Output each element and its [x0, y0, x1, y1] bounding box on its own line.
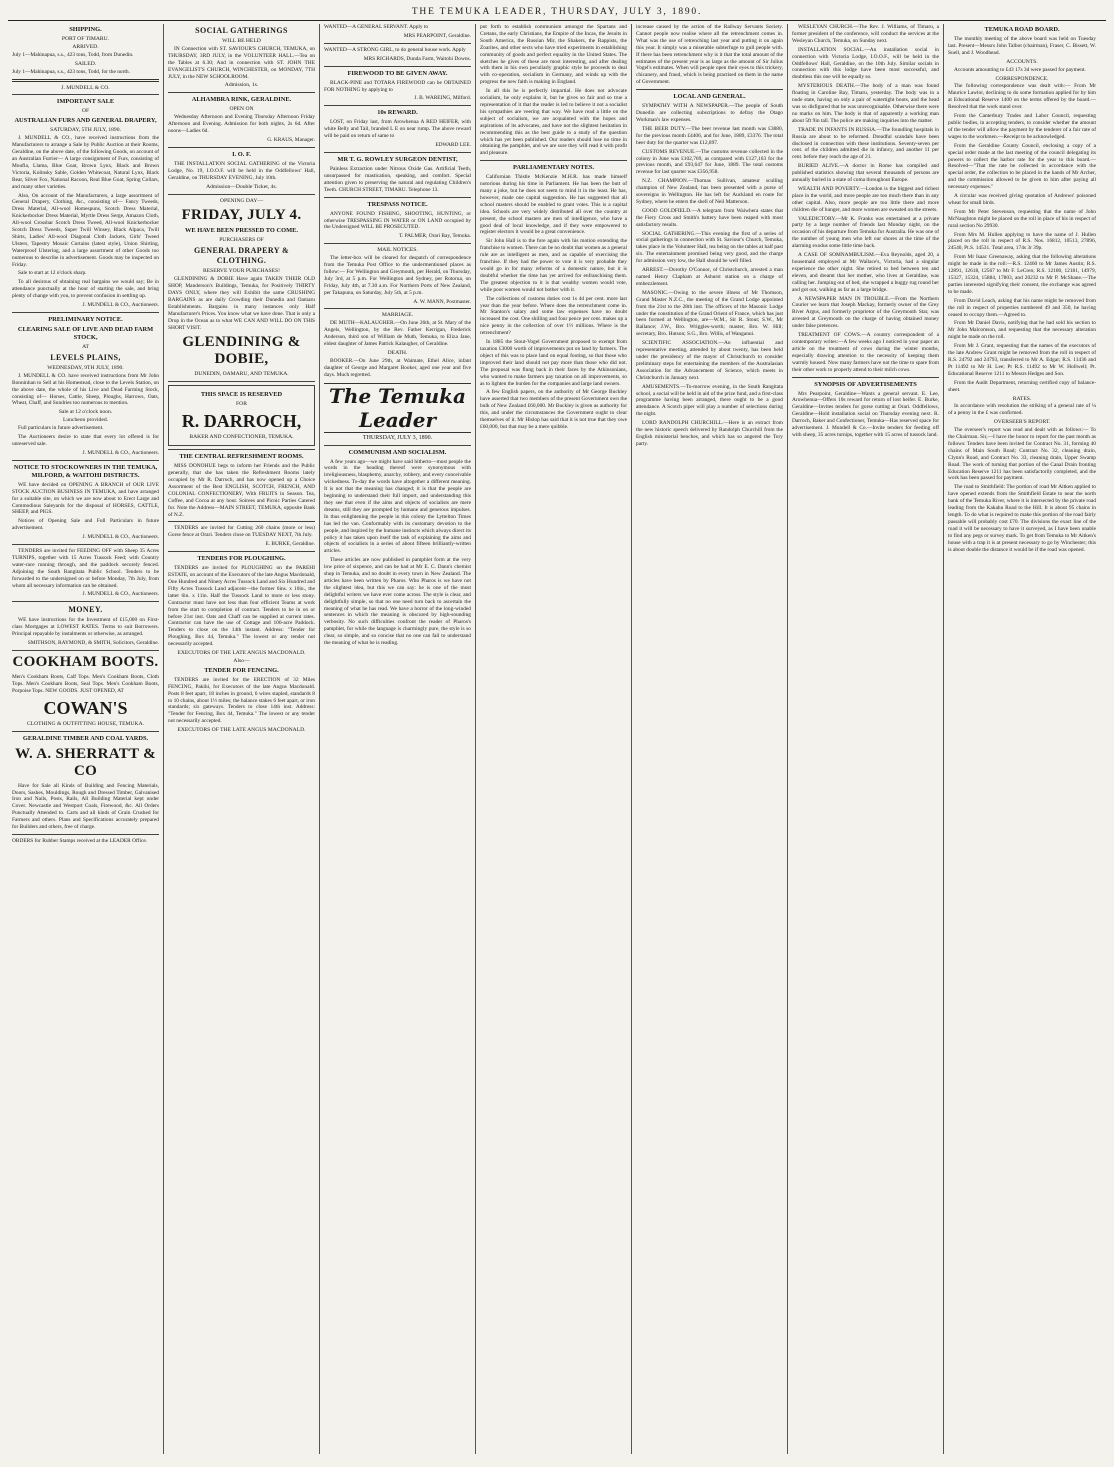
sherratt-heading: W. A. SHERRATT & CO	[15, 745, 156, 779]
social-heading: SOCIAL GATHERINGS	[195, 26, 288, 35]
column-5-paragraph-3: THE BEER DUTY.—The beer revenue last month was £3880, for the previous month £4406, and for June, 1889, £3376. The total beer duty for the quarter was £12,897.	[636, 125, 783, 146]
sailed-entry: July 1—Mahinapua, s.s., 423 tons, Todd, for the north.	[12, 68, 130, 75]
dentist-body: Painless Extraction under Nitrous Oxide Gas. Artificial Teeth, unsurpassed for mastication, speaking, and comfort. Special attention given to preserving the natural and regulating Children's Teeth. CHURCH STREET, TIMARU. Telephone 13.	[324, 165, 471, 193]
pressed-line: WE HAVE BEEN PRESSED TO COME.	[185, 227, 298, 235]
port-heading: PORT OF TIMARU.	[61, 36, 110, 42]
column-6-paragraph-8: A CASE OF SOMNAMBULISM.—Eva Reynolds, aged 20, a housemaid employed at Mr Wallace's, Victoria, had a singular experience the other night. She retired to bed between ten and eleven, and dreamt that her mother, who lives at Geraldine, was calling her. Jumping out of bed, she wrapped a buggy rug round her and got out, walking as far as a large bridge.	[792, 252, 939, 293]
money-body: WE have instructions for the Investment of £15,000 on First-class Mortgages at LOWEST RATES. Terms to suit Borrowers. Principal repayable by instalments or otherwise, as arranged.	[12, 617, 159, 638]
general-drapery-heading: GENERAL DRAPERY & CLOTHING.	[193, 246, 290, 266]
synopsis-heading: SYNOPSIS OF ADVERTISEMENTS	[814, 380, 917, 388]
column-4-paragraph-4: Sir John Hall is to the fore again with his motion extending the franchise to women. There can be no doubt that women as a general rule are as intelligent as men, and as capable of exercising the franchise. If they had the power to vote it is very probable they would go in for many reforms of a domestic nature, but it is doubtful whether the time has yet arrived for enfranchising them. The greatest objection to it is that wealthy women would vote, while poor women would not bother with it.	[480, 238, 627, 293]
marriage-heading: MARRIAGE.	[381, 312, 414, 319]
column-7-paragraph-3: The following correspondence was dealt with:— From Mr Maurice Lawlor, declining to do some formation applied for by him at Educational Reserve 1400 on the terms offered by the board.—Resolved that the work stand over.	[948, 83, 1096, 111]
cookham-body: Men's Cookham Boots, Calf Tops. Men's Cookham Boots, Cloth Tops. Men's Cookham Boots, Seal Tops. Men's Cookham Boots, Porpoise Tops. NEW GOODS. JUST OPENED, AT	[12, 674, 159, 694]
editorial-paragraph-2: These articles are now published in pamphlet form at the very low price of sixpence, and can be had at Mr E. C. Dann's chemist shop in Temuka, and no doubt in every town in New Zealand. The articles have been written by Pharos. Who Pharos is we have not the slightest idea, but this we can say: he is one of the most delightful writers we have ever come across. The style is clear, and delightfully simple, so that no one need turn back to ascertain the meaning of what he has read. We have a horror of the long-winded sentences in which the meaning is obscured by high-sounding verbosity. No such difficulties confront the reader of Pharos's pamphlet, for while the language is charmingly pure, the style is so clear, so simple, and so concise that no one can fail to understand the meaning of what he is reading.	[324, 557, 471, 647]
editorial-paragraph-1: A few years ago—we might have said hitherto—most people the words in the heading thereof were synonymous with irreligiousness, blasphemy, anarchy, robbery, and every conceivable wickedness. To-day the words have altogether a different meaning. It is not that the meaning has changed; it is that the people are beginning to understand their full import, and understanding this they see that even if the aims and objects of socialists are mere dreams, still they are prompted by humane and generous impulses. In thus enlightening the people in this colony the Lyttelton Times has led the van. Conformably with its customary devotion to the people, and inspired by the humane instincts which always direct its policy it has taken upon itself the task of explaining the aims and objects of socialists in a series of about fifteen brilliantly-written articles.	[324, 458, 471, 555]
column-2	[164, 24, 320, 1454]
column-5-paragraph-9: MASONIC.—Owing to the severe illness of Mr Thomson, Grand Master N.Z.C., the meeting of the Grand Lodge appointed from the 21st to the 28th inst. The officers of the Masonic Lodge under the constitution of the Grand Orient of France, which has just been formed at Wellington, are—W.M., Sir R. Stout; S.W., Mr Ballance; J.W., Bro. Wriggles-worth; master, Bro. W. Hill; secretary, Bro. Hutson; S.G., Bro. Willis, of Wanganui.	[636, 289, 783, 338]
reward-body: LOST, on Friday last, from Arowhenua A RED HEIFER, with white Belly and Tail, branded L E on near rump. The above reward will be paid on return of same to	[324, 119, 471, 140]
full-particulars: Full particulars in future advertisement.	[18, 425, 104, 432]
gorse-tender: TENDERS are invited for Cutting 260 chains (more or less) Gorse fence at Orari. Tenders close on TUESDAY NEXT, 7th July.	[168, 525, 315, 539]
plough-heading: TENDERS FOR PLOUGHING.	[197, 555, 286, 563]
column-6-paragraph-1: WESLEYAN CHURCH.—The Rev. J. Williams, of Timaru, a former president of the conference, will conduct the services at the Wesleyan Church, Temuka, on Sunday next.	[792, 24, 939, 44]
arrived-heading: ARRIVED.	[72, 43, 99, 50]
for-line: FOR	[236, 401, 247, 408]
masthead: THE TEMUKA LEADER, THURSDAY, JULY 3, 1890.	[8, 4, 1106, 21]
rink-heading: ALHAMBRA RINK, GERALDINE.	[191, 96, 292, 104]
signature-3: J. MUNDELL & CO., Auctioneers.	[82, 534, 159, 541]
column-7	[944, 24, 1100, 1454]
auctioneer-note: The Auctioneers desire to state that every lot offered is for unreserved sale.	[12, 434, 159, 447]
columns	[8, 24, 1106, 1454]
social-body: IN Connection with ST. SAVIOUR'S CHURCH, TEMUKA, on THURSDAY, 3RD JULY, in the VOLUNTEER HALL.—Tea on the Tables at 6.30; And in connection with ST. JOHN THE EVANGELIST'S CHURCH, WINCHESTER, on MONDAY, 7TH JULY, in the NEW SCHOOLROOM.	[168, 45, 315, 80]
correspondence-heading: CORRESPONDENCE.	[995, 75, 1049, 82]
wanted-servant: WANTED—A GENERAL SERVANT. Apply to	[324, 24, 429, 30]
column-7-paragraph-8: From Mrs M. Hullen applying to have the name of J. Hullen placed on the roll in respect of R.S. Nos. 16812, 10513, 27896, 24540, Pt.S. 14531. Total area, 174s 3r 39p.	[948, 231, 1096, 252]
arrived-entry: July 1—Mahinapua, s.s., 423 tons, Todd, from Dunedin.	[12, 51, 134, 58]
social-admission: Admission, 1s.	[224, 82, 259, 89]
plough-body: TENDERS are invited for PLOUGHING on the PAREHI ESTATE, on account of the Executors of the late Angus Macdonald, One Hundred and Ninety Acres Tussock Land and Six Hundred and Fifty Acres Tussock Land adjacent—the former 6ins. x 10in., the latter 6in. x 11in. Half the Tussock Land to more or less stony. Contractor must have not less than four efficient Teams at work from the start to completion of contract. Tenders to be in on or before 21st inst. Oats and Chaff can be supplied at current rates. Contractor can have the use of Cottage and 100-acre Paddock. Tenders to close on the 14th instant. Address: "Tender for Ploughing, Box 44, Temuka." The lowest or any tender not necessarily accepted.	[168, 565, 315, 648]
cookham-heading: COOKHAM BOOTS.	[12, 654, 159, 670]
sale-heading: IMPORTANT SALE	[56, 98, 115, 106]
column-5	[632, 24, 788, 1454]
column-7-paragraph-10: From David Leach, asking that his name might be removed from the roll in respect of properties numbered 49 and 350, he having ceased to occupy them.—Agreed to.	[948, 297, 1096, 318]
timber-body: Have for Sale all Kinds of Building and Fencing Materials, Doors, Sashes, Mouldings, Rough and Dressed Timber, Galvanised Iron and Nails, Posts, Rails, All Building Material kept under Cover. Newcastle and Westport Coals, Firewood, &c. All Orders Punctually Attended to. Carts and all kinds of Grain Crushed for Farmers and others. Plans and Specifications accurately prepared for Builders and others, free of charge.	[12, 782, 159, 831]
rates-heading: RATES.	[1012, 395, 1032, 402]
column-5-paragraph-11: AMUSEMENTS.—To-morrow evening, in the South Rangitata school, a social will be held in aid of the prize fund, and a first-class programme having been arranged, there ought to be a good attendance. A Scotch piper will play a number of selections during the night.	[636, 383, 784, 418]
issue-date: THURSDAY, JULY 3, 1890.	[362, 434, 433, 441]
iof-heading: I. O. F.	[232, 150, 251, 158]
money-heading: MONEY.	[68, 605, 103, 615]
stockowners-body: WE have decided on OPENING A BRANCH of OUR LIVE STOCK AUCTION BUSINESS IN TEMUKA, and have arranged for a suitable site, on which we are now about to Erect Large and Commodious Saleyards for the disposal of HORSES, CATTLE, SHEEP, and PIGS.	[12, 481, 159, 516]
wanted-servant-signature: MRS PEARPOINT, Geraldine.	[403, 32, 471, 39]
firewood-heading: FIREWOOD TO BE GIVEN AWAY.	[347, 69, 448, 77]
column-4-paragraph-3: Californian Thistle McKenzie M.H.R. has made himself notorious during his time in Parliament. He has been the butt of many a joke, but he does not seem to mind it in the least. He has, however, made one capital suggestion. He has suggested that all school masters should be enabled to grant votes. This is a capital idea. Schools are very widely distributed all over the country at present, the school masters are men of intelligence, who have a good deal of local knowledge, and if they were empowered to register electors it would be a great convenience.	[480, 174, 627, 236]
sale-time: Sale to start at 12 o'clock sharp.	[18, 270, 87, 277]
iof-admission: Admission—Double Ticket, 4s.	[206, 183, 277, 190]
column-7-paragraph-14: In accordance with resolution the striking of a general rate of ¼ of a penny in the £ was confirmed.	[948, 403, 1096, 417]
trespass-body: ANYONE FOUND FISHING, SHOOTING, HUNTING, or otherwise TRESPASSING IN WATER or ON LAND occupied by the Undersigned WILL BE PROSECUTED.	[324, 210, 471, 231]
column-5-paragraph-7: SOCIAL GATHERING.—This evening the first of a series of social gatherings in connection with St. Saviour's Church, Temuka, takes place in the Volunteer Hall, tea being on the tables at half past six. The entertainment promised being very good, and the charge for admission very low, the Hall should be well filled.	[636, 230, 783, 265]
death-heading: DEATH.	[387, 350, 408, 356]
glendining-body: GLENDINING & DOBIE Have again TAKEN THEIR OLD SHOP, Manderson's Buildings, Temuka, for Positively THIRTY DAYS ONLY, where they will Exhibit the same CRUSHING BARGAINS as are daily Crowding their Dunedin and Oamaru Establishments. Bargains in many instances only Half Manufacturer's Prices. You know what we have done. That is only a Drop in the Ocean as to what WE CAN AND WILL DO ON THIS SHORT VISIT.	[168, 276, 315, 331]
clearing-heading: CLEARING SALE OF LIVE AND DEAD FARM STOCK,	[17, 326, 154, 341]
column-6-paragraph-2: INSTALLATION SOCIAL.—An installation social in connection with Victoria Lodge, I.O.O.F., will be held in the Oddfellows' Hall, Geraldine, on the 10th July. Similar socials in connection with this lodge have been most successful, and doubtless this one will be equally so.	[792, 46, 939, 81]
opening-day: OPENING DAY—	[219, 197, 264, 204]
column-7-paragraph-6: A circular was received giving quotation of Andrews' poisoned wheat for small birds.	[948, 193, 1096, 206]
money-signature: SMITHSON, RAYMOND, & SMITH, Solicitors, Geraldine.	[27, 640, 159, 647]
column-4-paragraph-5: The collections of customs duties cost 1s 4d per cent. more last year than the year before. Where does the retrenchment come in. Mr Stanton's salary and some law expenses have no doubt increased the cost. One shilling and four pence per cent. makes up a nice penny in the collection of over 1½ millions. Where is the retrenchment?	[480, 295, 627, 337]
shipping-heading: SHIPPING.	[69, 26, 102, 33]
synopsis-body: Mrs Pearpoint, Geraldine—Wants a general servant. E. Lee, Arowhenua—Offers 10s reward for return of lost heifer. E. Burke, Geraldine—Invites tenders for gorse cutting at Orari. Oddfellows, Geraldine—Hold installation social on Thursday evening next. R. Darroch, Baker and Confectioner, Temuka—Has reserved space for advertisement. J. Mundell & Co.—Invite tenders for feeding off with sheep, 35 acres turnips, together with 15 acres of tussock land.	[792, 390, 939, 438]
sale-note: To all desirous of obtaining real bargains we would say; Be in attendance punctually at the hour of starting the sale, and bring plenty of change with you, to prevent confusion in settling up.	[12, 279, 159, 300]
column-5-paragraph-4: CUSTOMS REVENUE.—The customs revenue collected in the colony in June was £102,769, as compared with £127,163 for the previous month, and £93,647 for June, 1889. The total customs revenue for last quarter was £356,958.	[636, 148, 783, 176]
column-6-paragraph-5: BURIED ALIVE.—A doctor in Rome has compiled and published statistics showing that several thousands of persons are annually buried in a state of coma throughout Europe.	[792, 163, 939, 184]
glendining-towns: DUNEDIN, OAMARU, AND TEMUKA.	[194, 371, 289, 378]
reward-heading: 10s REWARD.	[377, 109, 418, 117]
death-body: BOOKER.—On June 29th, at Waimate, Ethel Alice, infant daughter of George and Margaret Booker, aged one year and five days. Much regretted.	[324, 357, 471, 378]
column-4-paragraph-6: In 1885 the Stout-Vogel Government proposed to exempt from taxation £3000 worth of improvements put on land by farmers. The object of this was to place land on equal footing, so that those who improved their land should not pay more than those who did not. The proposal was flung back in their faces by the Atkinsonians, who wanted to make farmers pay taxation on all improvements, so as to lighten the burden for the companies and large land owners.	[480, 339, 627, 387]
rubber-stamps: ORDERS for Rubber Stamps received at the LEADER Office.	[12, 837, 148, 844]
sale-title: AUSTRALIAN FURS AND GENERAL DRAPERY,	[14, 117, 157, 125]
column-7-paragraph-5: From the Geraldine County Council, enclosing a copy of a special order made at the last meeting of the council delegating its powers to collect the harbor rate for the year to this board.—Resolved—"That the rate be collected in accordance with the special order, the collection to be placed in the hands of Mr Archer, and the commission allowed to be given to him after paying all necessary expenses."	[948, 142, 1096, 191]
column-5-paragraph-10: SCIENTIFIC ASSOCIATION.—An influential and representative meeting, attended by about twenty, has been held under the presidency of the mayor of Christchurch to consider preliminary steps for entertaining the members of the Australasian Association for the Advancement of Science, which meets in Christchurch in January next.	[636, 340, 783, 381]
column-7-paragraph-15: The overseer's report was read and dealt with as follows:— To the Chairman. Sir,—I have the honor to report for the past month as follows: Tenders have been invited for Contract No. 31, forming 40 chains of Main South Road; Contract No. 32, cleaning drain, Clynn's Road, and Contract No. 33, cleaning drain, Upper Swamp Road. The work of turning that portion of the Canal Drain fronting Education Reserve 1211 has been satisfactorily completed, and the work has been passed for payment.	[948, 427, 1096, 482]
stockowners-body-2: Notices of Opening Sale and Full Particulars in future advertisement.	[12, 518, 159, 532]
column-6-paragraph-4: TRADE IN INFANTS IN RUSSIA.—The foundling hospitals in Russia are about to be reformed. Dreadful scandals have been disclosed in connection with these institutions. Seventy-seven per cent. of the children admitted die in infancy, and another 11 per cent. before they reach the age of 21.	[792, 126, 939, 161]
column-7-paragraph-11: From Mr Daniel Davis, notifying that he had sold his section to Mr John Malcomson, and requesting that the necessary alteration might be made on the roll.	[948, 320, 1096, 341]
reward-signature: EDWARD LEE.	[435, 142, 471, 149]
mail-body: The letter-box will be cleared for despatch of correspondence from the Temuka Post Office to the undermentioned places as follow:— For Wellington and Greymouth, per Herald, on Thursday, July 3rd, at 5 p.m. For Wellington and Sydney, per Rotorua, on Friday, July 4th, at 7.30 a.m. For Northern Ports of New Zealand, per Takapuna, on Saturday, July 5th, at 5 p.m.	[324, 255, 471, 296]
at-label: AT	[82, 344, 89, 350]
column-7-paragraph-9: From Mr Isaac Greenaway, asking that the following alterations might be made in the roll:—R.S. 12460 to Mr James Austin; R.S. 12891, 12618, 12567 to Mr F. LeCren; R.S. 12180, 12181, 14979, 15327, 15324, 15884, 17803, and 20232 to Mr P. McShane.—The parties interested signifying their consent, the exchange was agreed to be made.	[948, 254, 1096, 295]
column-6-paragraph-10: TREATMENT OF COWS.—A country correspondent of a contemporary writes:—A few weeks ago I noticed in your paper an article on the treatment of cows during the winter months, especially drawing attention to the necessity of keeping them warmly housed. Now many farmers have not the time to spare from their other work to properly attend to their milch cows.	[792, 332, 939, 373]
reserved-line: THIS SPACE IS RESERVED	[200, 391, 283, 399]
reserve-line: RESERVE YOUR PURCHASES!	[202, 268, 281, 275]
darroch-ad	[168, 385, 315, 446]
firewood-body: BLACK-PINE and TOTARA FIREWOOD can be OBTAINED FOR NOTHING by applying to	[324, 79, 471, 93]
column-7-paragraph-16: The road to Smithfield: The portion of road Mr Aitken applied to have opened extends from the Smithfield Estate to near the north bank of the Temuka River, where it is intersected by the private road leading from the Kakahu Road to the Hill. It is about 95 chains in length. To do what is required to make this portion of the road fairly passable will probably cost £70. The divisions the exact line of the road it will be necessary to have it surveyed, as I have been unable to find any pegs or survey mark. To get from Temuka to Mr Aitken's house with a trap it is at present necessary to go by Winchester; this is about double the distance it would be if the road was opened.	[948, 484, 1096, 553]
signature-2: J. MUNDELL & CO., Auctioneers.	[82, 449, 159, 456]
marriage-body: DE MUTH—KALAUGHER.—On June 26th, at St. Mary of the Angels, Wellington, by the Rev. Father Kerrigan, Frederick Anderson, third son of William de Muth, Temuka, to Eliza Jane, eldest daughter of James Patrick Kalaugher, of Geraldine.	[324, 320, 471, 348]
levels-time: Sale at 12 o'clock noon.	[58, 409, 113, 416]
rink-signature: G. KRAUS, Manager.	[267, 136, 315, 143]
column-4-paragraph-1: put forth to establish communism amongst the Spartans and Cretans, the early Christians, the Empire of the Incas, the Jesuits in South America, the Russian Mir, the Shakers, the Rappists, the Zoarites, and other sects who have tried experiments in establishing community of goods and perfect equality in the United States. The sketches he gives of these are most interesting, and after dealing with them in his own peculiarly graphic style he proceeds to deal with co-operation, socialism in Germany, and winds up with the progress the new faith is making in England.	[480, 24, 627, 86]
rink-sub: OPEN ON	[229, 106, 254, 113]
cowans-heading: COWAN'S	[43, 697, 128, 718]
glendining-name: GLENDINING & DOBIE,	[182, 334, 301, 368]
baker-line: BAKER AND CONFECTIONER, TEMUKA.	[189, 434, 294, 441]
turnip-tender-body: TENDERS are invited for FEEDING OFF with Sheep 35 Acres TURNIPS, together with 15 Acres Tussock Feed; with Country water-race running through, and the paddock securely fenced. Adjoining the South Rangitata Public School. Tenders to be forwarded to the undersigned on or before Monday, 7th July, from whom all necessary information can be obtained.	[12, 548, 159, 589]
sale-body: J. MUNDELL & CO., have received instructions from the Manufacturers to arrange a Sale by Public Auction at their Rooms, Geraldine, on the above date, of the following Goods, on account of an Australian Furrier— A large consignment of Furs, consisting of Moufla, Llama, Blue Goat, Brown Lynx, Black and Brown Victoria, Kolinsky Sable, Golden Whitecoat, Natural Lynx, Black Bear, Silver Fox, National Racoon, Real Blue Goat, Spring Collars, and many other varieties.	[12, 135, 159, 190]
column-5-paragraph-12: LORD RANDOLPH CHURCHILL.—Here is an extract from the new historic speech delivered by Randolph Churchill from the English ministerial benches, and which has so angered the Tory party.	[636, 420, 783, 447]
road-board-heading: TEMUKA ROAD BOARD.	[984, 26, 1060, 33]
timber-heading: GERALDINE TIMBER AND COAL YARDS.	[22, 734, 149, 742]
luncheon: Luncheon provided.	[62, 417, 109, 424]
also-line: Also—	[233, 657, 250, 664]
column-6	[788, 24, 944, 1454]
column-5-paragraph-2: SYMPATHY WITH A NEWSPAPER.—The people of South Dunedin are collecting subscriptions to defray the Otago Workman's law expenses.	[636, 103, 783, 123]
column-4	[476, 24, 632, 1454]
fence-heading: TENDER FOR FENCING.	[204, 666, 279, 674]
levels-heading: LEVELS PLAINS,	[50, 352, 121, 362]
fence-body: TENDERS are invited for the ERECTION of 32 Miles FENCING, Pakihi, for Executors of the late Angus Macdonald. Posts 8 feet apart, 18 inches in ground, 6 wires stapled, standards 8 to 10 chains, about 1½ miles; the balance stakes 6 feet apart, or iron standards; six gateways. Tenders to close 14th inst. Address: "Tender for Fencing, Box 44, Temuka." The lowest or any tender not necessarily accepted.	[168, 676, 315, 725]
social-sub: WILL BE HELD	[222, 38, 261, 44]
sale-of: OF	[81, 108, 90, 115]
firm-name: J. MUNDELL & CO.	[61, 84, 110, 91]
column-3	[320, 24, 476, 1454]
purchasers-line: PURCHASERS OF	[219, 237, 264, 244]
editorial-heading: COMMUNISM AND SOCIALISM.	[348, 448, 447, 456]
mail-signature: A. W. MANN, Postmaster.	[413, 298, 471, 305]
column-6-paragraph-3: MYSTERIOUS DEATH.—The body of a man was found floating in Caroline Bay, Timaru, yesterday. The body was in a nude state, having on only a pair of watertight boots, and the head was so disfigured that he was unrecognisable. Otherwise there were no marks on him. The body is that of apparently a working man about 5ft 9in tall. The police are making inquiries into the matter.	[792, 83, 939, 124]
executors-heading: EXECUTORS OF THE LATE ANGUS MACDONALD.	[177, 650, 306, 657]
newspaper-banner: The Temuka Leader	[324, 383, 471, 433]
mail-heading: MAIL NOTICES.	[377, 247, 418, 254]
prelim-heading: PRELIMINARY NOTICE.	[48, 316, 123, 323]
local-heading: LOCAL AND GENERAL.	[673, 93, 746, 101]
accounts-heading: ACCOUNTS.	[1006, 58, 1038, 65]
refresh-heading: THE CENTRAL REFRESHMENT ROOMS.	[179, 453, 304, 461]
trespass-signature: T. PALMER, Orari Bay, Temuka.	[399, 233, 471, 240]
column-7-paragraph-7: From Mr Peter Stevenson, requesting that the name of John McNaughton might be placed on the roll in place of his in respect of rural section No 29930.	[948, 208, 1096, 229]
column-1	[8, 24, 164, 1454]
refresh-body: MISS DONOHUE begs to inform her Friends and the Public generally, that she has taken the Refreshment Rooms lately occupied by Mr R. Darroch, and has now opened up a Choice Assortment of the Best ENGLISH, SCOTCH, FRENCH, AND COLONIAL CONFECTIONERY, With FRUITS in Season. Tea, Coffee, and Cocoa at any hour. Soirees and Picnic Parties Catered for. Note the Address—MAIN STREET, TEMUKA, opposite Bank of N.Z.	[168, 463, 315, 518]
column-4-paragraph-2: In all this he is perfectly impartial. He does not advocate socialism, he only explains it, but he gives so fair and so true a representation of it that the reader is led to believe it not a socialist his sympathies are veering that way. We have read a little on the subject of socialism, we are acquainted with the hopes and aspirations of its advocates, and have not the slightest hesitation in recommending this as the best guide to a study of the question which has yet been published. Our readers should lose no time in obtaining the pamphlet, and we are sure they will read it with profit and pleasure.	[480, 88, 627, 157]
parliamentary-heading: PARLIAMENTARY NOTES.	[513, 164, 594, 172]
sale-body-2: Also, On account of the Manufacturers, a large assortment of General Drapery, Clothing, &c., consisting of— Fancy Tweeds, Dress Material, All-wool Homespuns, Scotch Dress Material, Knickerbocker Dress Material, Myrtle Dress Serge, Amazon Cloth, All-wool Crossbar Scotch Dress Tweed, All-wool Knickerbocker Scotch Dress Tweeds, Super Twill Winsey, Black Alpaca, Twill Shirts, Ladies' All-wool Diagonal Cloth Jackets, Girls' Tweed Ulsters, Tapestry Mosaic Curtains (latest style), Union Shirting, Waterproof Ulstering, and a large assortment of other Goods too numerous to describe in advertisement. Goods may be inspected on Friday.	[12, 192, 159, 268]
overseer-heading: OVERSEER'S REPORT.	[993, 419, 1051, 426]
rink-body: Wednesday Afternoon and Evening Thursday Afternoon Friday Afternoon and Evening. Admission for both nights, 2s 6d. After noons—Ladies 6d.	[168, 114, 315, 135]
column-5-paragraph-6: GOOD GOLDFIELD.—A telegram from Waiwhera states that the Fiery Cross and Smith's battery have been reaped with most satisfactory results.	[636, 207, 783, 228]
friday-heading: FRIDAY, JULY 4.	[181, 207, 302, 224]
iof-body: THE INSTALLATION SOCIAL GATHERING of the Victoria Lodge, No. 19, I.O.O.F. will be held in the Oddfellows' Hall, Geraldine, on THURSDAY EVENING, July 10th.	[168, 160, 315, 181]
column-6-paragraph-9: A NEWSPAPER MAN IN TROUBLE.—From the Northern Courier we learn that Joseph Mackay, formerly owner of the Grey River Argus, and formerly proprietor of the Greymouth Star, was arrested at Greymouth on the charge of having obtained money under false pretences.	[792, 295, 939, 330]
column-7-paragraph-13: From the Audit Department, returning certified copy of balance-sheet.	[948, 379, 1096, 393]
column-5-paragraph-5: N.Z. CHAMPION.—Thomas Sullivan, amateur sculling champion of New Zealand, has been presented with a purse of sovereigns in Wellington. He has left for Auckland en route for Sydney, where he enters the shell of Neil Matterson.	[636, 178, 783, 205]
sale-date: SATURDAY, 5TH JULY, 1890.	[50, 127, 121, 134]
wanted-girl: WANTED—A STRONG GIRL, to do general house work. Apply	[324, 46, 466, 53]
signature-1: J. MUNDELL & CO., Auctioneers.	[82, 302, 159, 309]
levels-date: WEDNESDAY, 9TH JULY, 1890.	[47, 364, 124, 371]
column-7-paragraph-4: From the Canterbury Trades and Labor Council, requesting public bodies, in accepting tenders, to consider whether the amount of the tender will allow the payment by the tenderer of a fair rate of wages to the workmen.—Receipt to be acknowledged.	[948, 113, 1096, 140]
column-4-paragraph-7: A few English papers, on the authority of Mr George Buckley have asserted that two members of the present Government own the bulk of New Zealand £60,000. Mr Buckley is given as authority for this, and under the circumstances the Government ought to clear themselves of it. Mr Hislop has said that it is not true that they owe £60,000, but that may be a mere quibble.	[480, 389, 627, 430]
signature-4: J. MUNDELL & CO., Auctioneers.	[82, 591, 159, 598]
cowans-sub: CLOTHING & OUTFITTING HOUSE, TEMUKA.	[26, 720, 145, 727]
gorse-signature: E. BURKE, Geraldine.	[265, 541, 315, 548]
column-7-paragraph-1: The monthly meeting of the above board was held on Tuesday last. Present—Messrs John Talbot (chairman), Fraser, C. Bissett, W. Suell, and J. Woodhead.	[948, 36, 1096, 56]
darroch-name: R. DARROCH,	[181, 411, 302, 432]
column-7-paragraph-2: Accounts amounting to £43 17s 3d were passed for payment.	[954, 66, 1086, 73]
executors-heading-2: EXECUTORS OF THE LATE ANGUS MACDONALD.	[177, 727, 306, 734]
column-6-paragraph-6: WEALTH AND POVERTY.—London is the biggest and richest place in the world, and more people are too much there than in any other capital. Also, more people are too little there and more children die of hunger, and more women are sweated on the streets.	[792, 185, 939, 213]
sailed-heading: SAILED.	[74, 60, 97, 67]
column-5-paragraph-1: increase caused by the action of the Railway Servants Society. Cannot people now realise where all the retrenchment comes in. What was the use of retrenching last year and putting it on again this year. It simply was a miserable subterfuge to gull people with. If there has been retrenchment why is it that the total amount of the estimates of the present year is as large as the amount of Sir Julius Vogel's estimates. When will people open their eyes to this trickery, chicanery, and fraud, which is being practised on them in the name of Government.	[636, 24, 783, 86]
column-5-paragraph-8: ARREST.—Dorothy O'Connor, of Christchurch, arrested a man named Henry Clapham at Ashurst station on a charge of embezzlement.	[636, 267, 783, 287]
column-6-paragraph-7: VALEDICTORY.—Mr K. Franks was entertained at a private party by a large number of friends last Monday night, on the occasion of his departure from Temuka for Australia. He was one of the number of young men who left our shores at the time of the alarming exodus some little time back.	[792, 215, 939, 250]
wanted-girl-signature: MRS RICHARDS, Dunda Farm, Waitohi Downs.	[363, 55, 471, 62]
stockowners-heading: NOTICE TO STOCKOWNERS IN THE TEMUKA, MILFORD, & WAITOHI DISTRICTS.	[13, 463, 158, 479]
levels-body: J. MUNDELL & CO. have received instructions from Mr John Bonninhan to Sell at his Homestead, close to the Levels Station, on the above date, the whole of his Live and Dead Farming Stock, consisting of— Horses, Cattle, Sheep, Ploughs, Harrows, Oats, Wheat, Chaff, and Sundries too numerous to mention.	[12, 372, 159, 407]
column-7-paragraph-12: From Mr J. Grant, requesting that the names of the executors of the late Andrew Grant might be removed from the roll in respect of R.S. 24792 and 24793, transferred to Mr A. Edgar; R.S. 11436 and Pt 11492 to Mr H. Lee; Pt R.S. 11492 to Mr W. Hollwell; Pt. Educational Reserve 1211 to Messrs Hedges and Son.	[948, 343, 1096, 377]
firewood-signature: J. B. WAREING, Milford.	[414, 95, 471, 102]
dentist-heading: MR T. G. ROWLEY SURGEON DENTIST,	[337, 155, 458, 163]
trespass-heading: TRESPASS NOTICE.	[367, 200, 428, 208]
